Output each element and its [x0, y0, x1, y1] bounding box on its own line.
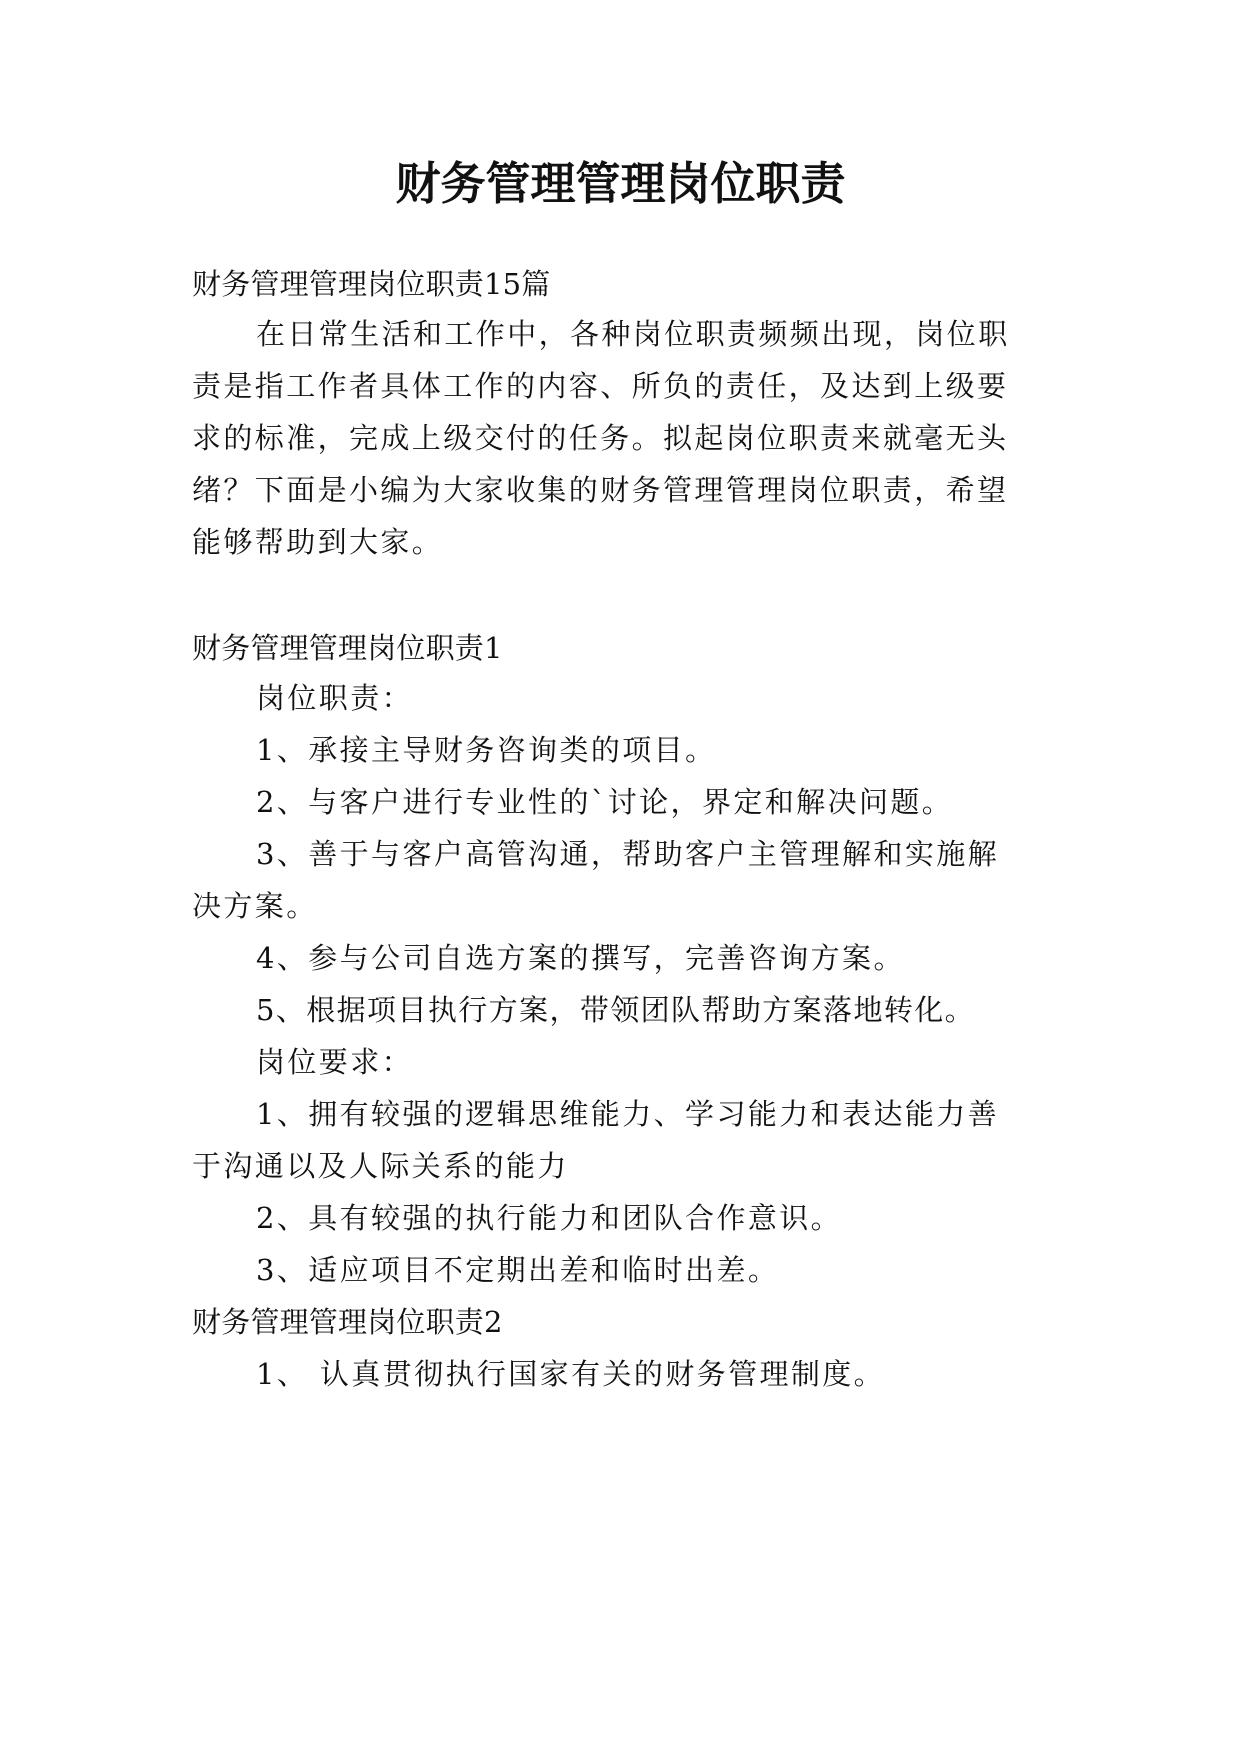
section-label: 岗位职责：	[256, 681, 414, 715]
list-item: 2、与客户进行专业性的`讨论，界定和解决问题。	[256, 785, 954, 819]
intro-paragraph-line: 绪？下面是小编为大家收集的财务管理管理岗位职责，希望	[192, 473, 1009, 507]
list-item: 3、善于与客户高管沟通，帮助客户主管理解和实施解	[256, 837, 1000, 871]
list-item: 1、承接主导财务咨询类的项目。	[256, 733, 717, 767]
intro-paragraph-line: 在日常生活和工作中，各种岗位职责频频出现，岗位职	[256, 317, 1010, 351]
list-item: 3、适应项目不定期出差和临时出差。	[256, 1253, 780, 1287]
intro-paragraph-line: 求的标准，完成上级交付的任务。拟起岗位职责来就毫无头	[192, 421, 1009, 455]
list-item: 1、拥有较强的逻辑思维能力、学习能力和表达能力善	[256, 1097, 1000, 1131]
list-item-continuation: 决方案。	[192, 889, 318, 923]
intro-paragraph-line: 责是指工作者具体工作的内容、所负的责任，及达到上级要	[192, 369, 1009, 403]
list-item: 2、具有较强的执行能力和团队合作意识。	[256, 1201, 843, 1235]
section-heading: 财务管理管理岗位职责2	[192, 1305, 503, 1339]
section-label: 岗位要求：	[256, 1045, 414, 1079]
list-item: 5、根据项目执行方案，带领团队帮助方案落地转化。	[256, 993, 976, 1027]
subtitle-line: 财务管理管理岗位职责15篇	[192, 267, 551, 301]
list-item-continuation: 于沟通以及人际关系的能力	[192, 1149, 569, 1183]
list-item: 1、 认真贯彻执行国家有关的财务管理制度。	[256, 1357, 886, 1391]
section-heading: 财务管理管理岗位职责1	[192, 631, 503, 665]
document-title: 财务管理管理岗位职责	[395, 157, 846, 210]
list-item: 4、参与公司自选方案的撰写，完善咨询方案。	[256, 941, 905, 975]
intro-paragraph-line: 能够帮助到大家。	[192, 525, 444, 559]
